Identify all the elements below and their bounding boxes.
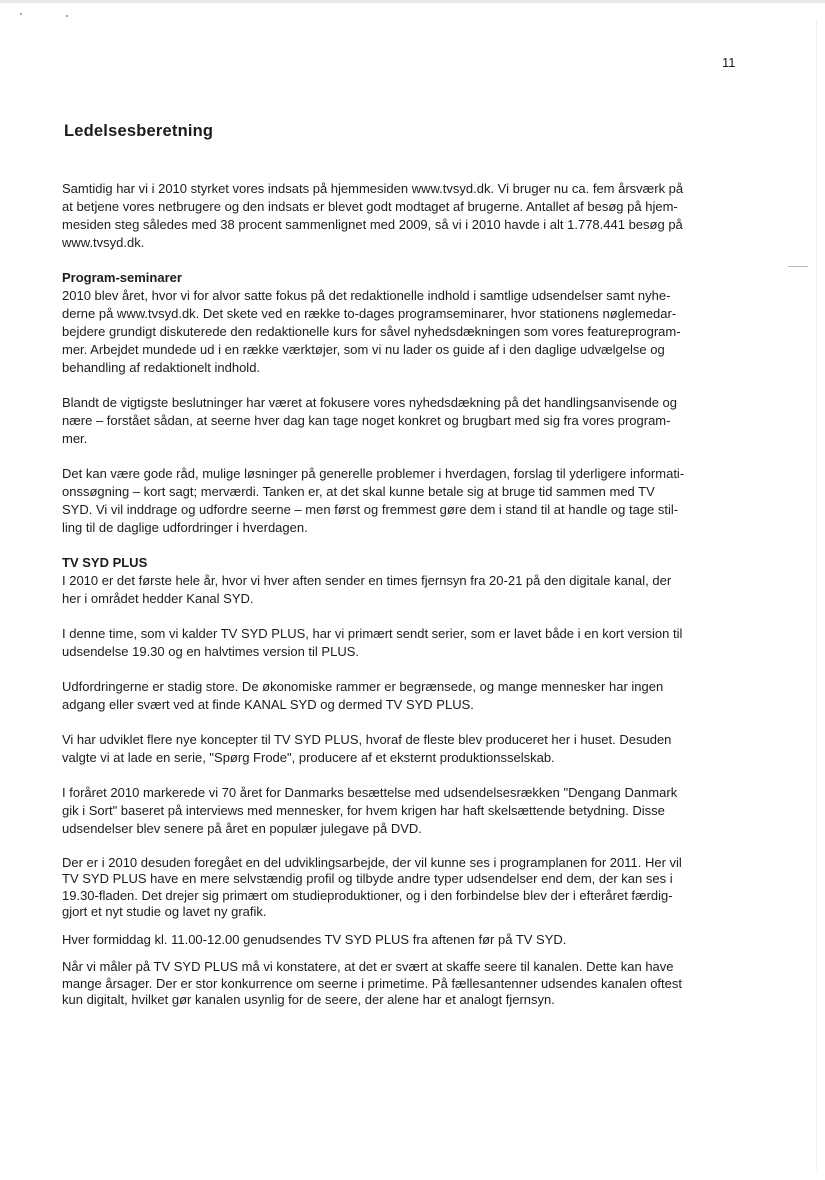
- paragraph: I foråret 2010 markerede vi 70 året for Danmarks besættelse med udsendelsesrækken "Dengang Danmark gik i Sort" baseret på interviews med mennesker, for hvem krigen har haft skelsættende betydning. Disse udsendelser blev senere på året en populær julegave på DVD.: [62, 785, 678, 836]
- scan-speck: [20, 13, 22, 15]
- scan-mark: [788, 266, 808, 267]
- paragraph: Der er i 2010 desuden foregået en del udviklingsarbejde, der vil kunne ses i programplanen for 2011. Her vil TV SYD PLUS have en mere selvstændig profil og tilbyde andre typer udsendelser end dem, der kan ses i 19.30-fladen. Det drejer sig primært om studieproduktioner, og i den forbindelse blev der i efteråret færdig- gjort et nyt studie og lavet ny grafik.: [62, 855, 682, 919]
- scan-speck: [66, 15, 68, 17]
- paragraph: Blandt de vigtigste beslutninger har været at fokusere vores nyhedsdækning på det handlingsanvisende og nære – forstået sådan, at seerne hver dag kan tage noget konkret og brugbart med sig fra vores program- mer.: [62, 395, 678, 446]
- section-heading-tv-syd-plus: TV SYD PLUS: [62, 555, 148, 570]
- page-title: Ledelsesberetning: [64, 122, 214, 140]
- paragraph: 2010 blev året, hvor vi for alvor satte fokus på det redaktionelle indhold i samtlige udsendelser samt nyhe- derne på www.tvsyd.dk. Det skete ved en række to-dages programseminarer, hvor stationens nøglemedar- bejdere grundigt diskuterede den redaktionelle kurs for såvel nyhedsdækningen som vores featureprogram- mer. Arbejdet mundede ud i en række værktøjer, som vi nu lader os guide af i den daglige udvælgelse og behandling af redaktionelt indhold.: [62, 288, 681, 375]
- scan-top-edge: [0, 0, 825, 3]
- paragraph: I denne time, som vi kalder TV SYD PLUS, har vi primært sendt serier, som er lavet både i en kort version til udsendelse 19.30 og en halvtimes version til PLUS.: [62, 626, 683, 659]
- paragraph: Udfordringerne er stadig store. De økonomiske rammer er begrænsede, og mange mennesker har ingen adgang eller svært ved at finde KANAL SYD og dermed TV SYD PLUS.: [62, 679, 664, 712]
- paragraph: I 2010 er det første hele år, hvor vi hver aften sender en times fjernsyn fra 20-21 på den digitale kanal, der her i området hedder Kanal SYD.: [62, 573, 672, 606]
- paragraph: Det kan være gode råd, mulige løsninger på generelle problemer i hverdagen, forslag til yderligere informati- onssøgning – kort sagt; merværdi. Tanken er, at det skal kunne betale sig at bruge tid sammen med TV SYD. Vi vil inddrage og udfordre seerne – men først og fremmest gøre dem i stand til at handle og tage stil- ling til de daglige udfordringer i hverdagen.: [62, 466, 685, 535]
- paragraph: Vi har udviklet flere nye koncepter til TV SYD PLUS, hvoraf de fleste blev produceret her i huset. Desuden valgte vi at lade en serie, "Spørg Frode", producere af et eksternt produktionsselskab.: [62, 732, 672, 765]
- page-number: 11: [722, 55, 736, 70]
- paragraph: Når vi måler på TV SYD PLUS må vi konstatere, at det er svært at skaffe seere til kanalen. Dette kan have mange årsager. Der er stor konkurrence om seerne i primetime. På fællesantenner udsendes kanalen oftest kun digitalt, hvilket gør kanalen usynlig for de seere, der alene har et analogt fjernsyn.: [62, 959, 682, 1008]
- intro-paragraph: Samtidig har vi i 2010 styrket vores indsats på hjemmesiden www.tvsyd.dk. Vi bruger nu ca. fem årsværk på at betjene vores netbrugere og den indsats er blevet godt modtaget af brugerne. Antallet af besøg på hjem- mesiden steg således med 38 procent sammenlignet med 2009, så vi i 2010 havde i alt 1.778.441 besøg på www.tvsyd.dk.: [62, 181, 684, 250]
- scan-right-edge: [816, 20, 817, 1170]
- paragraph: Hver formiddag kl. 11.00-12.00 genudsendes TV SYD PLUS fra aftenen før på TV SYD.: [62, 932, 567, 948]
- section-heading-program-seminarer: Program-seminarer: [62, 270, 182, 285]
- report-body: [62, 180, 747, 1008]
